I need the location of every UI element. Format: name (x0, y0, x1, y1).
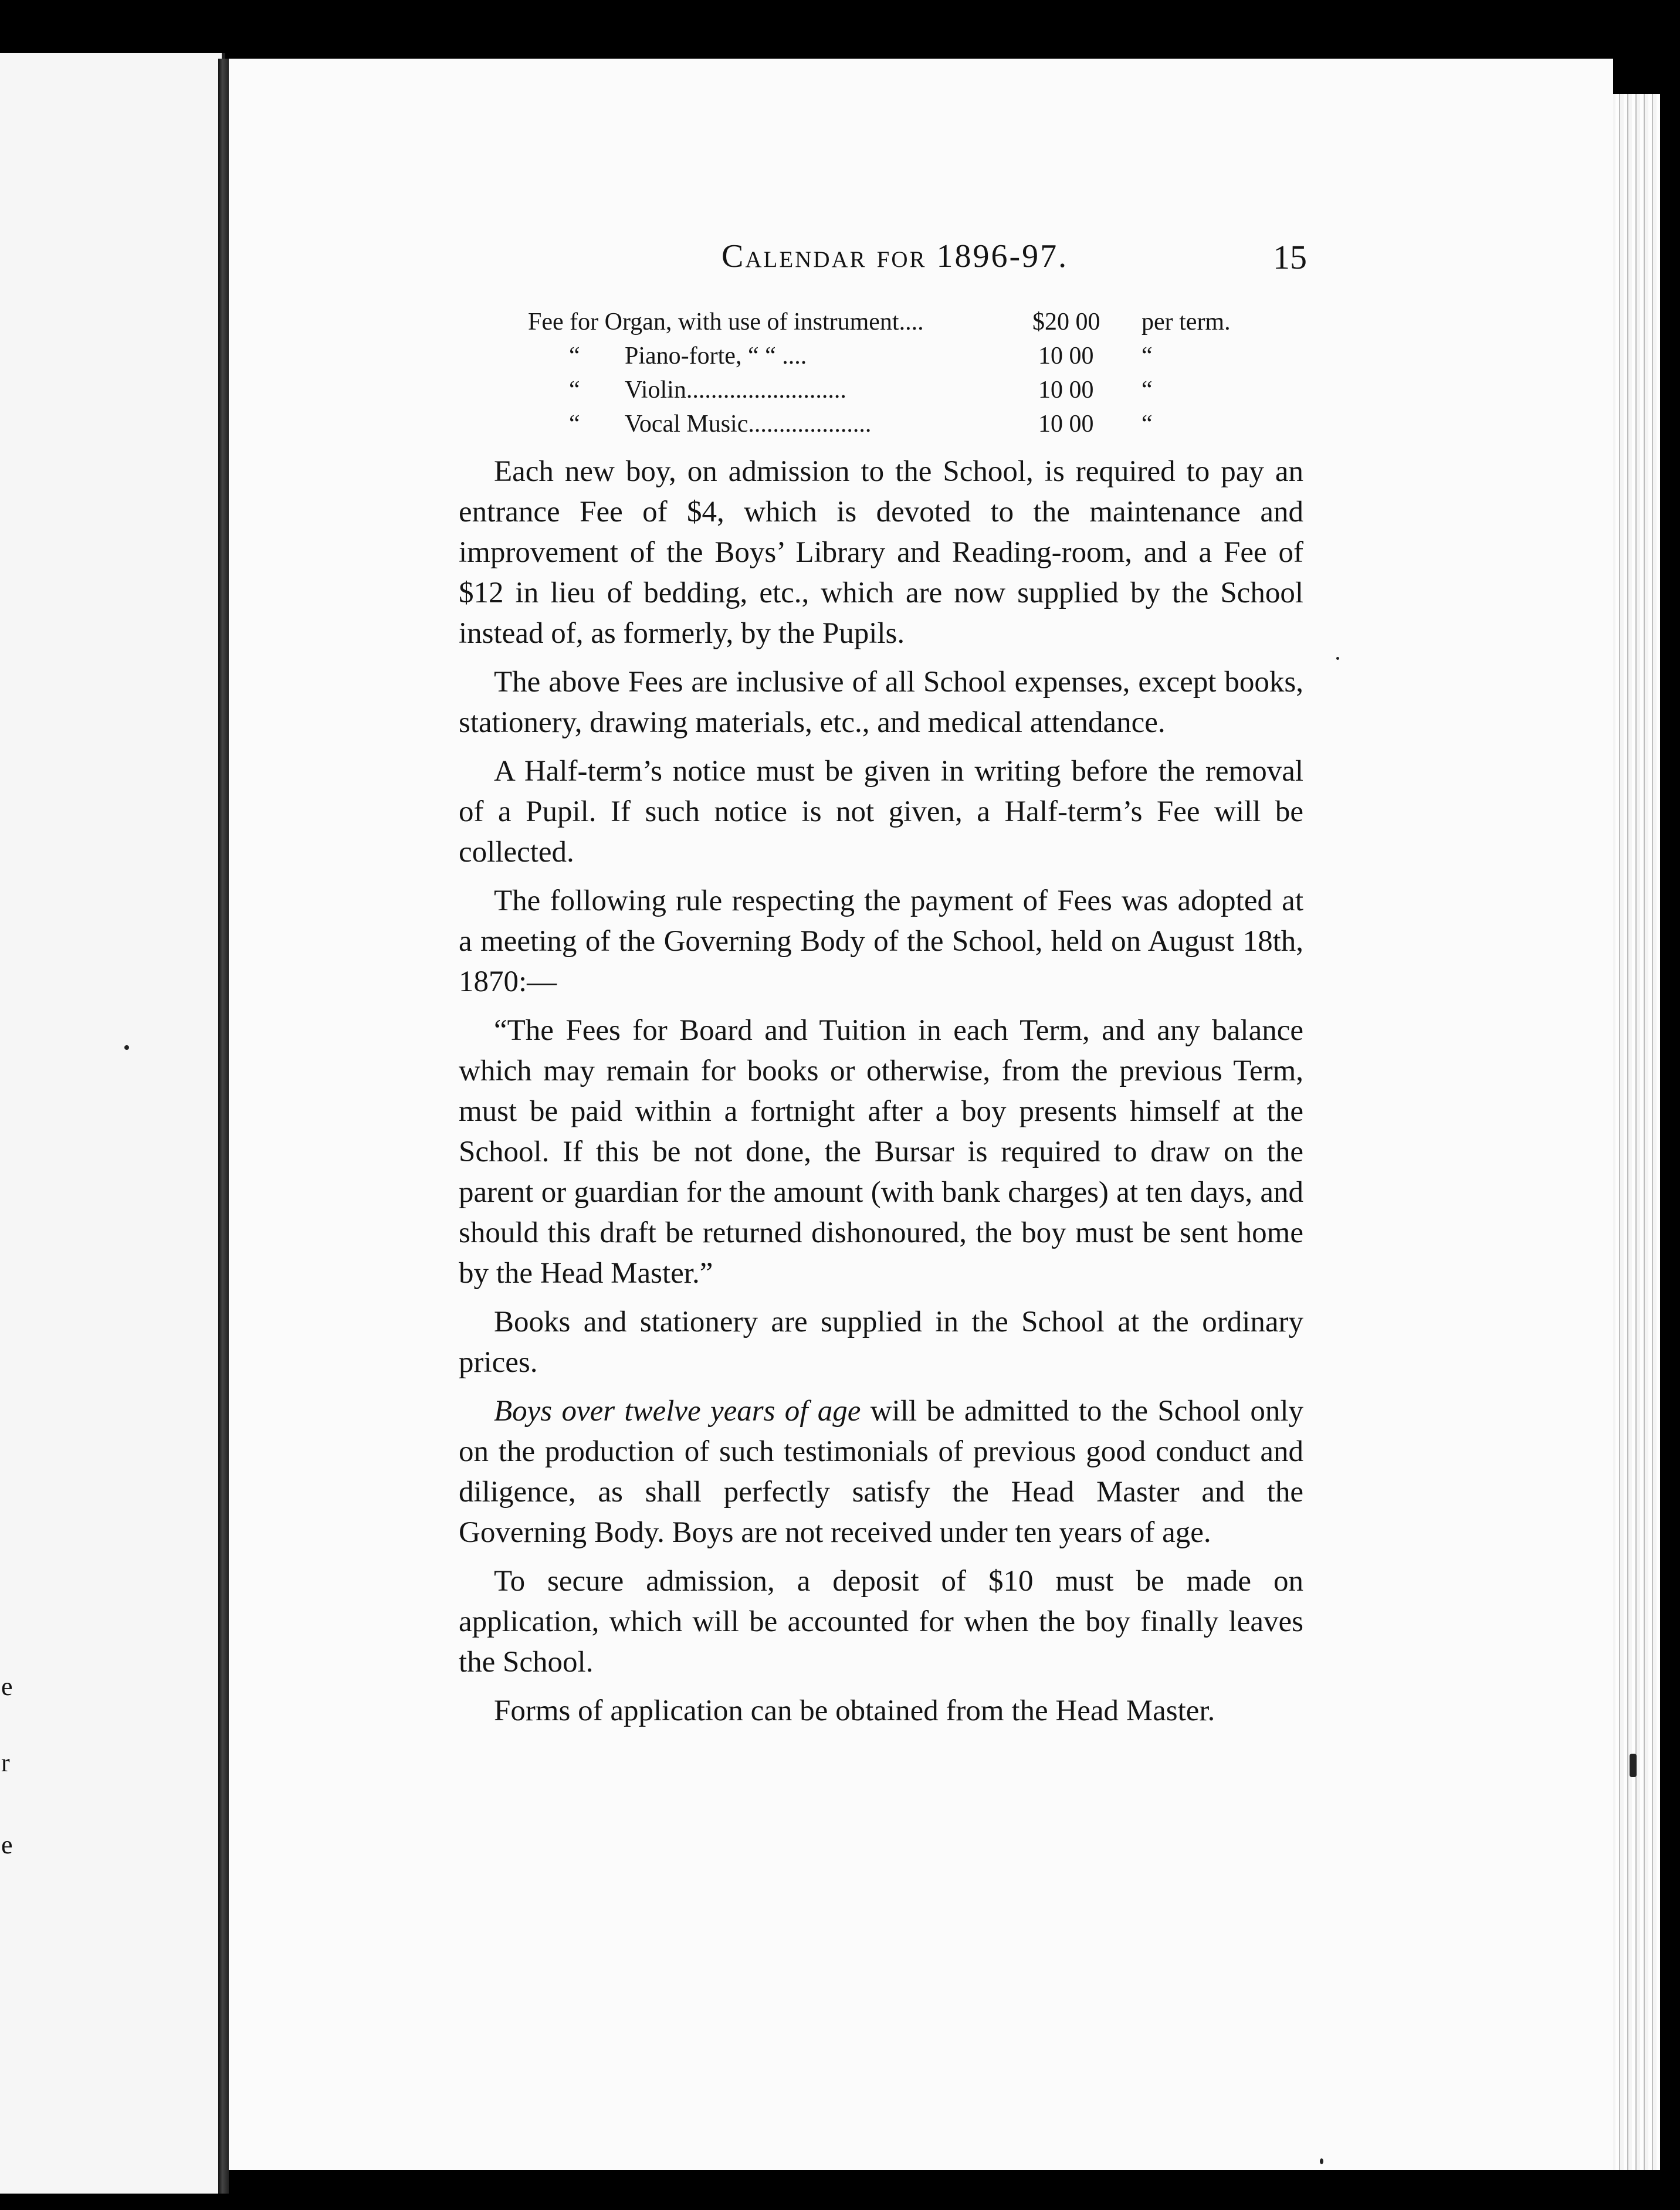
fee-amount: 10 00 (1038, 343, 1094, 370)
paragraph-half-term-notice: A Half-term’s notice must be given in writing before the removal of a Pupil. If such notice is not given, a Half-term’s Fee will be collected. (459, 755, 1303, 869)
scan-speck (1336, 657, 1339, 660)
left-page-fragment: e (1, 1672, 13, 1701)
scan-speck (124, 1045, 129, 1050)
paragraph-entrance-fee: Each new boy, on admission to the School, is required to pay an entrance Fee of $4, which is devoted to the maintenance and improvement of the Boys’ Library and Reading-room, and a Fee of $12 in lieu of bedding, etc., which are now supplied by the School instead of, as formerly, by the Pupils. (459, 455, 1303, 650)
left-page-fragment: r (1, 1748, 10, 1777)
paragraph-text: will be admitted to the School only on the production of such testimonials of previous good conduct and diligence, as shall perfectly satisfy the Head Master and the Governing Body. Boys are not received under ten years of age. (459, 1395, 1303, 1549)
fee-item: Fee for Organ, with use of instrument.... (528, 309, 924, 335)
fee-amount: 10 00 (1038, 377, 1094, 404)
fee-amount: 10 00 (1038, 411, 1094, 438)
paragraph-rule-quote: “The Fees for Board and Tuition in each Term, and any balance which may remain for books or otherwise, from the previous Term, must be paid within a fortnight after a boy presents himself at the School. If this be not done, the Bursar is required to draw on the parent or guardian for the amount (with bank charges) at ten days, and should this draft be returned dishonoured, the boy must be sent home by the Head Master.” (459, 1014, 1303, 1290)
body-text (459, 452, 1303, 1740)
fee-unit: “ (1142, 377, 1153, 404)
scan-speck (1630, 1754, 1637, 1777)
paragraph-deposit: To secure admission, a deposit of $10 must be made on application, which will be accounted for when the boy finally leaves the School. (459, 1565, 1303, 1679)
fee-unit: “ (1142, 411, 1153, 438)
left-facing-page (0, 53, 225, 2194)
scan-speck (1320, 2158, 1323, 2164)
page-number: 15 (1273, 238, 1307, 276)
paragraph-application-forms: Forms of application can be obtained from the Head Master. (494, 1694, 1215, 1727)
italic-phrase: Boys over twelve years of age (494, 1395, 861, 1428)
book-gutter (218, 59, 229, 2194)
paragraph-fees-inclusive: The above Fees are inclusive of all School expenses, except books, stationery, drawing materials, etc., and medical attendance. (459, 666, 1303, 739)
ditto-mark: “ (569, 377, 580, 404)
fee-amount: $20 00 (1032, 309, 1100, 335)
fee-item: Piano-forte, “ “ .... (625, 343, 807, 370)
page-edges (1607, 94, 1660, 2170)
running-head: Calendar for 1896-97. (722, 238, 1069, 274)
ditto-mark: “ (569, 343, 580, 370)
paragraph-age-requirements (459, 1391, 1303, 1553)
ditto-mark: “ (569, 411, 580, 438)
paragraph-books-stationery: Books and stationery are supplied in the School at the ordinary prices. (459, 1306, 1303, 1379)
left-page-fragment: e (1, 1831, 13, 1859)
fee-item: Vocal Music.................... (625, 411, 872, 438)
fee-item: Violin.......................... (625, 377, 846, 404)
fee-unit: “ (1142, 343, 1153, 370)
fee-unit: per term. (1142, 309, 1231, 335)
paragraph-payment-rule: The following rule respecting the payment of Fees was adopted at a meeting of the Governing Body of the School, held on August 18th, 1870:— (459, 884, 1303, 998)
